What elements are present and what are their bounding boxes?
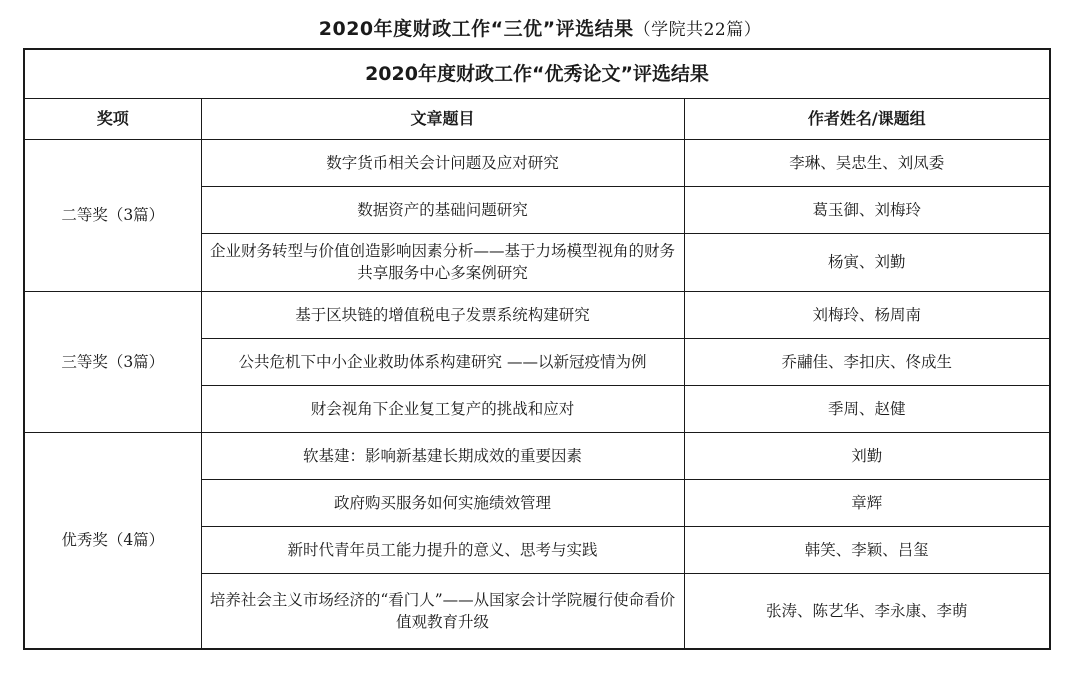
article-authors: 章辉 <box>684 479 1050 526</box>
header-article-title: 文章题目 <box>201 98 684 139</box>
article-title: 基于区块链的增值税电子发票系统构建研究 <box>201 291 684 338</box>
page-title-note: （学院共22篇） <box>633 20 762 40</box>
table-header-row <box>24 98 1050 139</box>
results-table <box>23 48 1051 650</box>
article-authors: 刘梅玲、杨周南 <box>684 291 1050 338</box>
table-row <box>24 432 1050 479</box>
header-authors: 作者姓名/课题组 <box>684 98 1050 139</box>
article-authors: 张涛、陈艺华、李永康、李萌 <box>684 573 1050 649</box>
article-authors: 韩笑、李颖、吕玺 <box>684 526 1050 573</box>
award-excellence-prize: 优秀奖（4篇） <box>24 432 201 649</box>
article-authors: 刘勤 <box>684 432 1050 479</box>
header-award: 奖项 <box>24 98 201 139</box>
article-authors: 葛玉御、刘梅玲 <box>684 186 1050 233</box>
article-title: 培养社会主义市场经济的“看门人”——从国家会计学院履行使命看价值观教育升级 <box>201 573 684 649</box>
article-title: 软基建：影响新基建长期成效的重要因素 <box>201 432 684 479</box>
table-row <box>24 291 1050 338</box>
article-title: 财会视角下企业复工复产的挑战和应对 <box>201 385 684 432</box>
article-title: 政府购买服务如何实施绩效管理 <box>201 479 684 526</box>
table-row <box>24 139 1050 186</box>
article-title: 新时代青年员工能力提升的意义、思考与实践 <box>201 526 684 573</box>
article-authors: 李琳、吴忠生、刘凤委 <box>684 139 1050 186</box>
page-title-main: 2020年度财政工作“三优”评选结果 <box>318 18 634 40</box>
award-second-prize: 二等奖（3篇） <box>24 139 201 291</box>
article-title: 数据资产的基础问题研究 <box>201 186 684 233</box>
award-third-prize: 三等奖（3篇） <box>24 291 201 432</box>
article-title: 数字货币相关会计问题及应对研究 <box>201 139 684 186</box>
article-authors: 乔鬴佳、李扣庆、佟成生 <box>684 338 1050 385</box>
article-authors: 季周、赵健 <box>684 385 1050 432</box>
page-title <box>0 14 1080 41</box>
article-title: 公共危机下中小企业救助体系构建研究 ——以新冠疫情为例 <box>201 338 684 385</box>
article-title: 企业财务转型与价值创造影响因素分析——基于力场模型视角的财务共享服务中心多案例研究 <box>201 233 684 291</box>
article-authors: 杨寅、刘勤 <box>684 233 1050 291</box>
table-title-row <box>24 49 1050 98</box>
table-title: 2020年度财政工作“优秀论文”评选结果 <box>24 49 1050 98</box>
